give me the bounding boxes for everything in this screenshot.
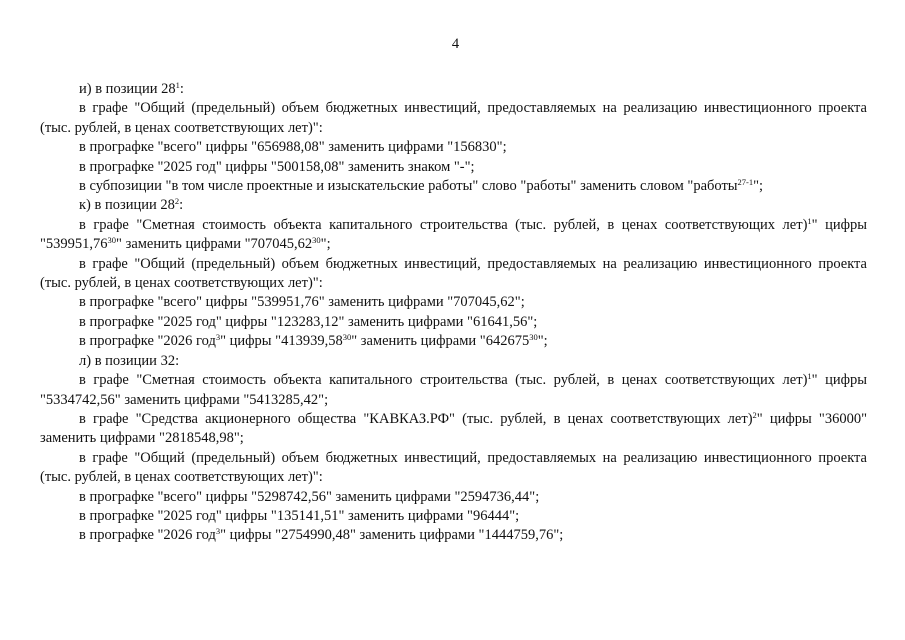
paragraph (40, 332, 867, 351)
text: " заменить цифрами "707045,62 (116, 236, 313, 253)
paragraph (40, 449, 867, 488)
document-body (40, 80, 867, 546)
footnote-ref: 1 (807, 371, 812, 382)
text: в прографке "всего" цифры "539951,76" заменить цифрами "707045,62"; (79, 294, 525, 311)
text: " цифры "2754990,48" заменить цифрами "1444759,76"; (220, 527, 564, 544)
paragraph (40, 177, 867, 196)
footnote-ref: 30 (529, 332, 538, 343)
text: к) в позиции 28 (79, 197, 175, 214)
text: "; (753, 178, 764, 195)
text: : (179, 81, 184, 97)
paragraph (40, 138, 867, 157)
text: в графе "Сметная стоимость объекта капитального строительства (тыс. рублей, в ценах соответствующих лет) (79, 216, 808, 233)
item-k-header (40, 196, 867, 215)
footnote-ref: 27-1 (737, 177, 754, 188)
text: "; (320, 236, 331, 253)
footnote-ref: 30 (107, 235, 117, 246)
footnote-ref: 2 (752, 409, 757, 420)
text: " заменить цифрами "642675 (351, 333, 530, 350)
footnote-ref: 3 (215, 526, 221, 537)
footnote-ref: 2 (174, 196, 180, 207)
text: в графе "Сметная стоимость объекта капитального строительства (тыс. рублей, в ценах соответствующих лет) (79, 372, 808, 389)
text: в прографке "всего" цифры "5298742,56" заменить цифрами "2594736,44"; (79, 488, 540, 505)
paragraph (40, 99, 867, 138)
footnote-ref: 3 (215, 332, 221, 343)
paragraph (40, 371, 867, 410)
text: " цифры "5334742,56" заменить цифрами "5413285,42"; (40, 372, 867, 408)
text: в графе "Средства акционерного общества "КАВКАЗ.РФ" (тыс. рублей, в ценах соответствующих лет) (79, 410, 753, 427)
text: л) в позиции 32: (79, 352, 180, 369)
text: в прографке "2026 год (79, 333, 216, 350)
paragraph (40, 216, 867, 255)
paragraph (40, 410, 867, 449)
text: в прографке "2025 год" цифры "135141,51" заменить цифрами "96444"; (79, 507, 520, 524)
text: " цифры "36000" заменить цифрами "2818548,98"; (40, 410, 867, 447)
footnote-ref: 30 (342, 332, 352, 343)
text: в прографке "2025 год" цифры "123283,12" заменить цифрами "61641,56"; (79, 313, 538, 330)
text: и) в позиции 28 (79, 81, 176, 97)
text: " цифры "539951,76 (40, 216, 867, 253)
paragraph (40, 507, 867, 526)
text: в субпозиции "в том числе проектные и изыскательские работы" слово "работы" заменить словом "работы (79, 178, 738, 195)
text: в графе "Общий (предельный) объем бюджетных инвестиций, предоставляемых на реализацию инвестиционного проекта (тыс. рублей, в ценах соответствующих лет)": (40, 449, 867, 486)
text: : (179, 197, 184, 214)
text: в прографке "2025 год" цифры "500158,08" заменить знаком "-"; (79, 158, 475, 175)
paragraph (40, 293, 867, 312)
paragraph (40, 255, 867, 294)
paragraph (40, 313, 867, 332)
footnote-ref: 30 (312, 235, 321, 246)
paragraph (40, 526, 867, 545)
item-l-header (40, 352, 867, 371)
item-i-header (40, 80, 867, 99)
text: "; (537, 333, 548, 350)
paragraph (40, 488, 867, 507)
footnote-ref: 1 (175, 80, 180, 90)
text: " цифры "413939,58 (220, 333, 343, 350)
footnote-ref: 1 (807, 215, 812, 226)
text: в прографке "всего" цифры "656988,08" заменить цифрами "156830"; (79, 139, 507, 156)
text: в графе "Общий (предельный) объем бюджетных инвестиций, предоставляемых на реализацию инвестиционного проекта (тыс. рублей, в ценах соответствующих лет)": (40, 100, 867, 136)
text: в графе "Общий (предельный) объем бюджетных инвестиций, предоставляемых на реализацию инвестиционного проекта (тыс. рублей, в ценах соответствующих лет)": (40, 255, 867, 292)
paragraph (40, 158, 867, 177)
text: в прографке "2026 год (79, 527, 216, 544)
page-number: 4 (451, 36, 460, 52)
